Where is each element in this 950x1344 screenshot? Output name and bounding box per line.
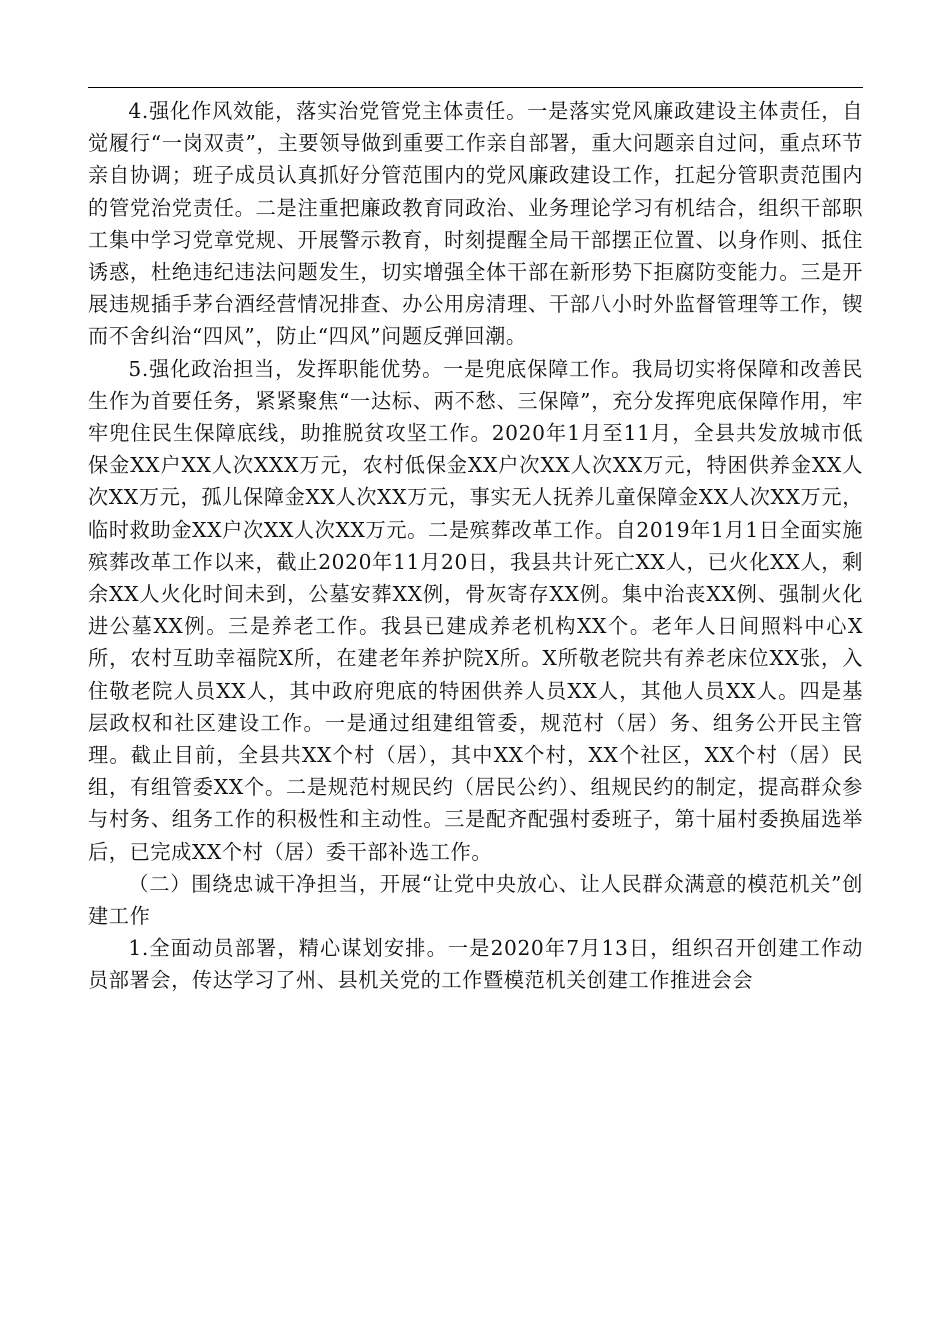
header-rule xyxy=(88,87,863,88)
section-heading-model-organ: （二）围绕忠诚干净担当，开展“让党中央放心、让人民群众满意的模范机关”创建工作 xyxy=(88,871,863,929)
paragraph-political-responsibility: 5.强化政治担当，发挥职能优势。一是兜底保障工作。我局切实将保障和改善民生作为首要任务，紧紧聚焦“一达标、两不愁、三保障”，充分发挥兜底保障作用，牢牢兜住民生保障底线，助推脱贫攻坚工作。2020年1月至11月，全县共发放城市低保金XX户XX人次XXX万元，农村低保金XX户次XX人次XX万元，特困供养金XX人次XX万元，孤儿保障金XX人次XX万元，事实无人抚养儿童保障金XX人次XX万元，临时救助金XX户次XX人次XX万元。二是殡葬改革工作。自2019年1月1日全面实施殡葬改革工作以来，截止2020年11月20日，我县共计死亡XX人，已火化XX人，剩余XX人火化时间未到，公墓安葬XX例，骨灰寄存XX例。集中治丧XX例、强制火化进公墓XX例。三是养老工作。我县已建成养老机构XX个。老年人日间照料中心X所，农村互助幸福院X所，在建老年养护院X所。X所敬老院共有养老床位XX张，入住敬老院人员XX人，其中政府兜底的特困供养人员XX人，其他人员XX人。四是基层政权和社区建设工作。一是通过组建组管委，规范村（居）务、组务公开民主管理。截止目前，全县共XX个村（居），其中XX个村，XX个社区，XX个村（居）民组，有组管委XX个。二是规范村规民约（居民公约）、组规民约的制定，提高群众参与村务、组务工作的积极性和主动性。三是配齐配强村委班子，第十届村委换届选举后，已完成XX个村（居）委干部补选工作。 xyxy=(88,356,863,864)
paragraph-mobilization: 1.全面动员部署，精心谋划安排。一是2020年7月13日，组织召开创建工作动员部署会，传达学习了州、县机关党的工作暨模范机关创建工作推进会会 xyxy=(88,936,863,993)
paragraph-work-style: 4.强化作风效能，落实治党管党主体责任。一是落实党风廉政建设主体责任，自觉履行“一岗双责”，主要领导做到重要工作亲自部署，重大问题亲自过问，重点环节亲自协调；班子成员认真抓好分管范围内的党风廉政建设工作，扛起分管职责范围内的管党治党责任。二是注重把廉政教育同政治、业务理论学习有机结合，组织干部职工集中学习党章党规、开展警示教育，时刻提醒全局干部摆正位置、以身作则、抵住诱惑，杜绝违纪违法问题发生，切实增强全体干部在新形势下拒腐防变能力。三是开展违规插手茅台酒经营情况排查、办公用房清理、干部八小时外监督管理等工作，锲而不舍纠治“四风”，防止“四风”问题反弹回潮。 xyxy=(88,99,863,349)
document-body xyxy=(88,95,863,997)
